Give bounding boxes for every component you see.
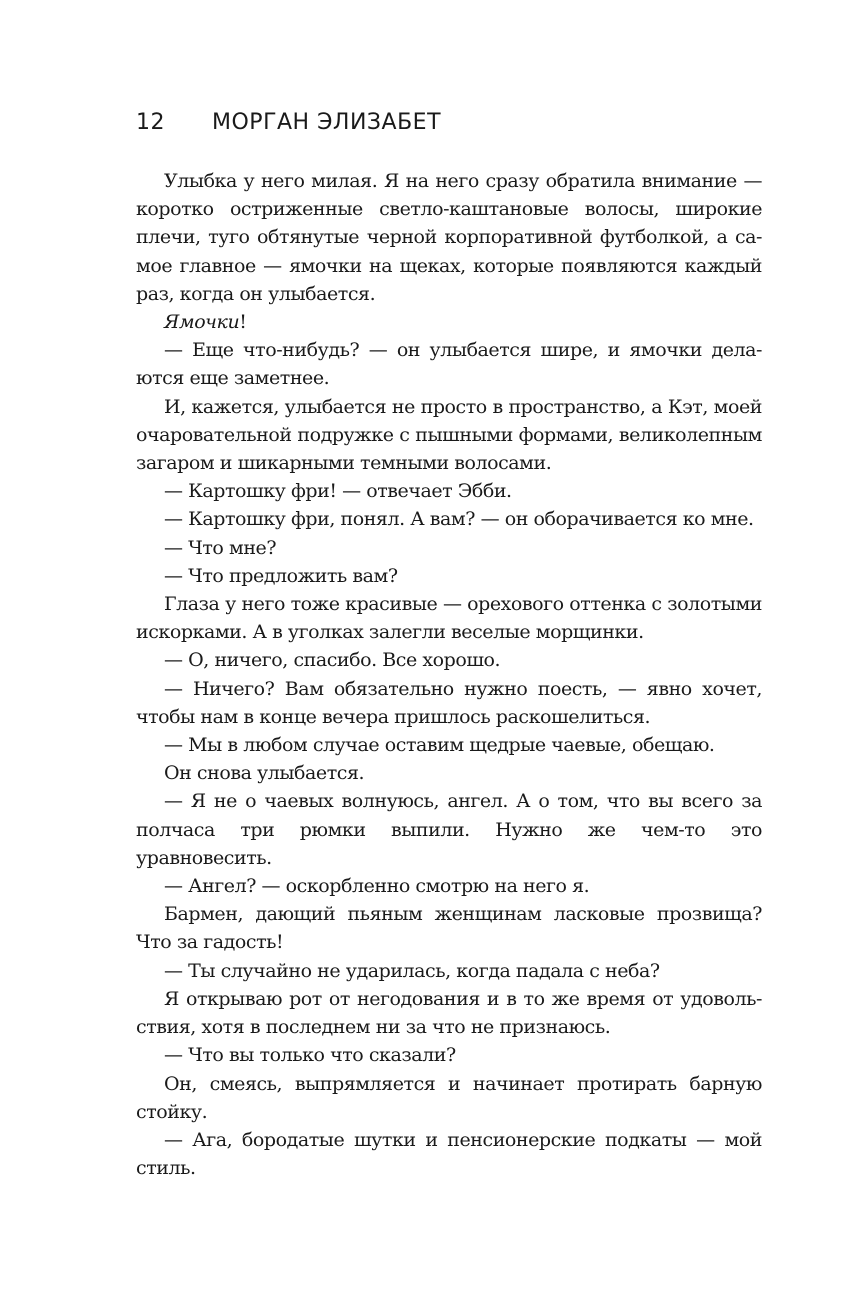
text-line: Глаза у него тоже красивые — орехового оттенка с золотыми: [164, 593, 762, 616]
text-line: — Ты случайно не ударилась, когда падала с неба?: [164, 959, 660, 982]
paragraph: [136, 872, 762, 900]
text-line: загаром и шикарными темными волосами.: [136, 452, 552, 475]
text-line: — Ангел? — оскорбленно смотрю на него я.: [164, 875, 590, 898]
text-line: — О, ничего, спасибо. Все хорошо.: [164, 649, 501, 672]
text-line: Улыбка у него милая. Я на него сразу обратила внимание —: [164, 170, 762, 192]
text-line: Он, смеясь, выпрямляется и начинает протирать барную: [164, 1072, 762, 1095]
paragraph: [136, 505, 762, 533]
body-text: [136, 167, 762, 1182]
text-line: — Мы в любом случае оставим щедрые чаевые, обещаю.: [164, 734, 715, 757]
text-line: плечи, туго обтянутые черной корпоративной футболкой, а са-: [136, 226, 762, 249]
paragraph: [136, 900, 762, 956]
page-number: 12: [136, 110, 165, 135]
text-line: Я открываю рот от негодования и в то же время от удоволь-: [164, 987, 762, 1010]
paragraph: [136, 393, 762, 478]
text-line: — Еще что-нибудь? — он улыбается шире, и ямочки дела-: [164, 339, 762, 362]
paragraph: [136, 336, 762, 392]
text-line: коротко остриженные светло-каштановые волосы, широкие: [136, 198, 762, 221]
text-line: Он снова улыбается.: [164, 762, 365, 785]
paragraph: [136, 731, 762, 759]
text-line: Бармен, дающий пьяным женщинам ласковые прозвища?: [164, 903, 762, 926]
text-line: — Я не о чаевых волнуюсь, ангел. А о том, что вы всего за: [164, 790, 762, 813]
paragraph: [136, 1126, 762, 1182]
text-line: чтобы нам в конце вечера пришлось раскошелиться.: [136, 705, 651, 728]
text-line: — Ага, бородатые шутки и пенсионерские подкаты — мой: [164, 1128, 762, 1151]
text-line: — Что мне?: [164, 536, 277, 559]
text-line: полчаса три рюмки выпили. Нужно же чем-то это уравновесить.: [136, 818, 762, 869]
text-line: ются еще заметнее.: [136, 367, 330, 390]
text-line: очаровательной подружке с пышными формами, великолепным: [136, 423, 762, 446]
text-line: мое главное — ямочки на щеках, которые появляются каждый: [136, 254, 762, 277]
text-line: — Ничего? Вам обязательно нужно поесть, — явно хочет,: [164, 677, 762, 700]
paragraph: [136, 590, 762, 646]
italic-emphasis: Ямочки: [164, 311, 240, 334]
running-head: [136, 106, 441, 140]
running-title: МОРГАН ЭЛИЗАБЕТ: [212, 110, 442, 135]
text-line: — Картошку фри! — отвечает Эбби.: [164, 480, 512, 503]
paragraph: [136, 787, 762, 872]
paragraph: [136, 646, 762, 674]
paragraph: [136, 562, 762, 590]
paragraph: [136, 534, 762, 562]
text-line: — Что предложить вам?: [164, 564, 398, 587]
paragraph: [136, 1041, 762, 1069]
text-line: И, кажется, улыбается не просто в пространство, а Кэт, моей: [164, 395, 762, 418]
text-fragment: !: [239, 311, 247, 334]
text-line: Что за гадость!: [136, 931, 284, 954]
paragraph: [136, 957, 762, 985]
text-line: раз, когда он улыбается.: [136, 282, 376, 305]
paragraph: [136, 308, 762, 336]
paragraph: [136, 477, 762, 505]
paragraph: [136, 985, 762, 1041]
text-line: ствия, хотя в последнем ни за что не признаюсь.: [136, 1016, 611, 1039]
text-line: стойку.: [136, 1100, 208, 1123]
text-line: искорками. А в уголках залегли веселые морщинки.: [136, 621, 644, 644]
paragraph: [136, 167, 762, 308]
paragraph: [136, 1070, 762, 1126]
text-line: — Что вы только что сказали?: [164, 1044, 456, 1067]
paragraph: [136, 675, 762, 731]
text-line: — Картошку фри, понял. А вам? — он оборачивается ко мне.: [164, 508, 754, 531]
paragraph: [136, 759, 762, 787]
text-line: стиль.: [136, 1157, 196, 1180]
